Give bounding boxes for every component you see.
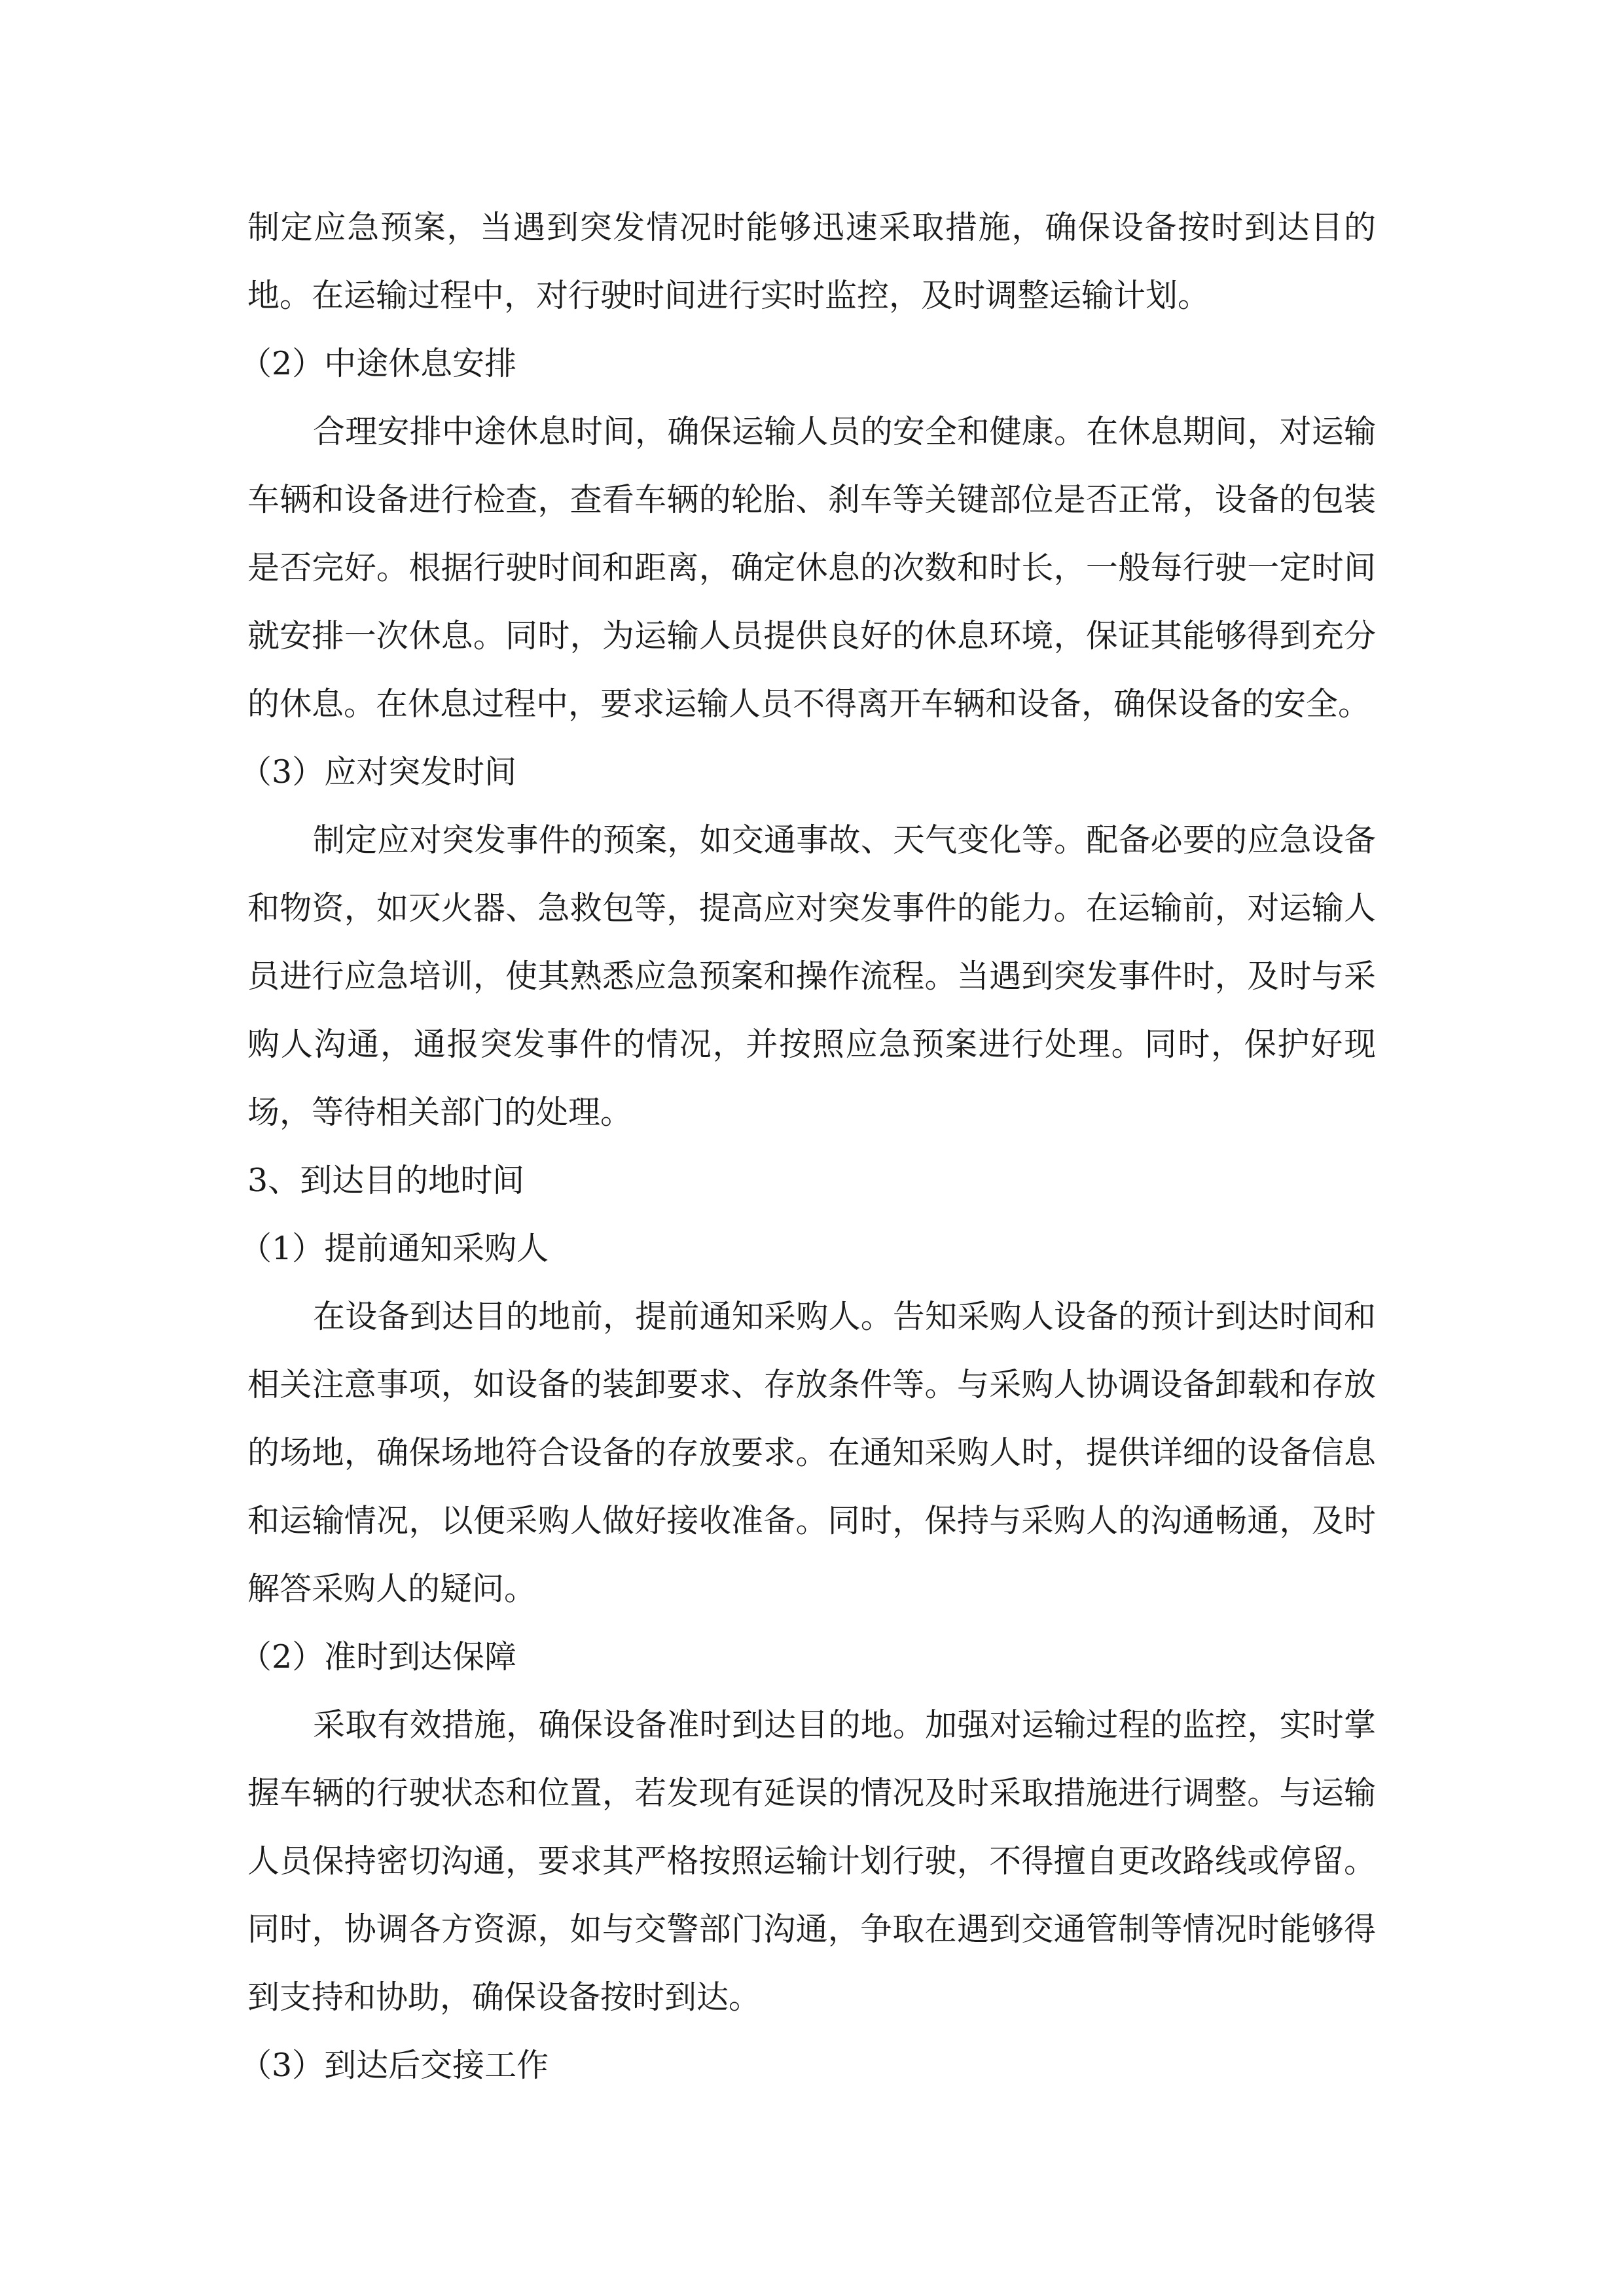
heading-emergency-response: （3）应对突发时间 [240, 753, 517, 791]
document-body [240, 194, 1376, 2100]
heading-on-time-guarantee: （2）准时到达保障 [240, 1638, 517, 1676]
paragraph-on-time-guarantee: 采取有效措施，确保设备准时到达目的地。加强对运输过程的监控，实时掌握车辆的行驶状态和位置，若发现有延误的情况及时采取措施进行调整。与运输人员保持密切沟通，要求其严格按照运输计划行驶，不得擅自更改路线或停留。同时，协调各方资源，如与交警部门沟通，争取在遇到交通管制等情况时能够得到支持和协助，确保设备按时到达。 [247, 1706, 1376, 2016]
heading-rest-arrangement: （2）中途休息安排 [240, 345, 517, 382]
paragraph-advance-notice: 在设备到达目的地前，提前通知采购人。告知采购人设备的预计到达时间和相关注意事项，如设备的装卸要求、存放条件等。与采购人协调设备卸载和存放的场地，确保场地符合设备的存放要求。在通知采购人时，提供详细的设备信息和运输情况，以便采购人做好接收准备。同时，保持与采购人的沟通畅通，及时解答采购人的疑问。 [247, 1298, 1376, 1607]
paragraph-rest-arrangement: 合理安排中途休息时间，确保运输人员的安全和健康。在休息期间，对运输车辆和设备进行检查，查看车辆的轮胎、刹车等关键部位是否正常，设备的包装是否完好。根据行驶时间和距离，确定休息的次数和时长，一般每行驶一定时间就安排一次休息。同时，为运输人员提供良好的休息环境，保证其能够得到充分的休息。在休息过程中，要求运输人员不得离开车辆和设备，确保设备的安全。 [247, 413, 1376, 723]
heading-handover-after-arrival: （3）到达后交接工作 [240, 2047, 549, 2084]
section-heading-arrival-time: 3、到达目的地时间 [247, 1162, 525, 1199]
paragraph-plan-continued: 制定应急预案，当遇到突发情况时能够迅速采取措施，确保设备按时到达目的地。在运输过程中，对行驶时间进行实时监控，及时调整运输计划。 [247, 209, 1376, 314]
heading-advance-notice: （1）提前通知采购人 [240, 1230, 549, 1267]
paragraph-emergency-response: 制定应对突发事件的预案，如交通事故、天气变化等。配备必要的应急设备和物资，如灭火器、急救包等，提高应对突发事件的能力。在运输前，对运输人员进行应急培训，使其熟悉应急预案和操作流程。当遇到突发事件时，及时与采购人沟通，通报突发事件的情况，并按照应急预案进行处理。同时，保护好现场，等待相关部门的处理。 [247, 821, 1376, 1131]
